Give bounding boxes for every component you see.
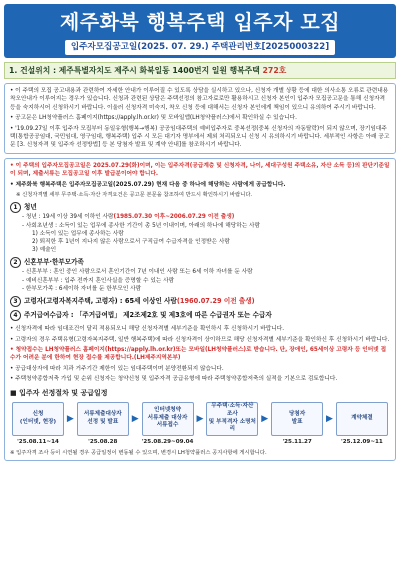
new-worker-item-1: 1) 소득이 있는 업무에 종사하는 사람 xyxy=(32,230,124,237)
arrow-icon: ▶ xyxy=(131,413,139,424)
step-eligibility-check: 무주택·소득·자산 조사 및 부적격자 소명처리 xyxy=(206,402,258,439)
location-label: 1. 건설위치 : 제주특별자치도 제주시 화북일동 1400번지 일원 행복주택 xyxy=(9,66,263,75)
residency-limit-note: • 공급대상자에 따라 치과 거주기간 제한이 있는 임대주택이며 분양전환되지 않습니다. xyxy=(10,365,224,372)
arrow-icon: ▶ xyxy=(196,413,204,424)
step-contract: 계약체결 '25.12.09~11 xyxy=(336,402,388,445)
procedure-flow xyxy=(10,402,390,445)
step-document-submit: 인터넷청약 서류제출 대상자 서류접수 '25.08.29~09.04 xyxy=(142,402,194,445)
step-winner-announce: 당첨자 발표 '25.11.27 xyxy=(271,402,323,445)
new-worker-rule: - 사회초년생 : 소득이 있는 업무에 종사한 기간이 총 5년 이내이며, 아래의 하나에 해당하는 사람 xyxy=(22,222,260,229)
category-housing-benefit: 4 주거급여수급자 : 「주거급여법」 제2조제2호 및 제3호에 따른 수급권자 또는 수급자 xyxy=(10,310,390,321)
announcement-date-note: • 이 주택의 입주자모집공고일은 2025.07.29(화)이며, 이는 입주자격(공급계층 및 신청자격, 나이, 세대구성원 주택소유, 자산 소득 등)의 판단기준일이 되며, 제출서류는 모집공고일 이후 발급분이어야 합니다. xyxy=(10,162,390,178)
youth-age-rule: - 청년 : 19세 이상 39세 이하인 사람(1985.07.30 이후~2006.07.29 이전 출생) xyxy=(22,214,235,221)
location-bar xyxy=(4,62,396,79)
procedure-title: ■ 입주자 선정절차 및 공급일정 xyxy=(10,388,108,397)
savings-account-note: • 주택청약종합저축 가입 및 순위 신청자는 청약신청 및 입주자격 공급유형에 따라 주택청약종합저축의 실적을 기본으로 검토합니다. xyxy=(10,376,338,383)
announcement-subtitle: 입주자모집공고일(2025. 07. 29.) 주택관리번호[2025000322] xyxy=(65,40,335,55)
single-parent-rule: - 한부모가족 : 6세이하 자녀를 둔 한부모인 사람 xyxy=(22,285,142,292)
rent-condition-note: • 신청자격에 따라 임대조건이 달리 적용되오니 해당 신청자격별 세부기준을 확인하시 후 신청하시기 바랍니다. xyxy=(10,326,285,333)
unit-count: 272호 xyxy=(262,66,287,75)
newlywed-rule: - 신혼부부 : 혼인 중인 사람으로서 혼인기간이 7년 이내인 사람 또는 6세 이하 자녀를 둔 사람 xyxy=(22,269,253,276)
step-apply: 신청 (인터넷, 현장) '25.08.11~14 xyxy=(12,402,64,445)
application-channel-note: • 청약접수는 LH청약플러스 홈페이지(https://apply.lh.or.kr)또는 모바일(LH청약플러스)로 받습니다. 단, 장애인, 65세이상 고령자 등 인터넷 접수가 어려운 분에 한하여 현장 접수를 제공합니다.(LH제주지역본부) xyxy=(10,346,387,362)
new-worker-item-2: 2) 퇴직한 후 1년이 지나지 않은 사람으로서 구직급여 수급자격을 인정받은 사람 xyxy=(32,239,230,246)
step-document-target: 서류제출대상자 선정 및 발표 '25.08.28 xyxy=(77,402,129,445)
category-youth: 1 청년 xyxy=(10,202,390,213)
intro-paragraph-homepage: • 공고문은 LH청약플러스 홈페이지(https://apply.lh.or.kr) 및 모바일앱(LH청약플러스)에서 확인하실 수 있습니다. xyxy=(10,115,297,122)
intro-paragraph-consult: • 이 주택의 모집 공고내용과 관련하여 자세한 안내가 이루어질 수 있도록 상담을 실시하고 있으나, 신청자 개별 상황 등에 대한 의사소통 오류로 관련내용 착오안내가 이루어지는 경우가 있습니다. 신청과 관련된 상담은 주택선정의 참고자료로만 활용하시고 신청자 본인이 입주자 모집공고문을 통해 신청자격 등을 숙지하시어 신청하시기 바랍니다. 이울러 신청자격 미숙지, 착오 신청 등에 대해서는 신청자 본인에게 책임이 있으니 유의하여 주시기 바랍니다. xyxy=(10,88,389,111)
intro-box xyxy=(4,83,396,154)
intro-paragraph-waitlist: • '19.09.27일 이후 입주자 모집부터 동일유형(행복→행복) 공공임대주택의 예비입주자로 중복선정(중복 신청자의 자동탈락)이 되지 않으며, 장기임대주택(통합공공임대, 국민임대, 영구임대, 행복주택) 입주 시 모든 대기자 명부에서 제외 처리되오니 신청 시 유의하시기 바랍니다. 세부적인 사항은 아래 공고문 [3. 신청자격 및 입주자 선정방법] 등 본 당첨자 발표 및 계약 안내]를 참조하시기 바랍니다. xyxy=(10,125,390,149)
new-worker-item-3: 3) 예술인 xyxy=(32,247,57,254)
pre-newlywed-rule: - 예비신혼부부 : 입주 전까지 혼인사실을 증명할 수 있는 사람 xyxy=(22,277,175,284)
schedule-footnote: ※ 입주자격 조사 등이 시연될 경우 공급일정이 변동될 수 있으며, 변경시 LH청약플러스 공지사항에 게시합니다. xyxy=(10,449,267,456)
page-title: 제주화북 행복주택 입주자 모집 xyxy=(59,10,341,34)
title-banner xyxy=(4,4,396,58)
arrow-icon: ▶ xyxy=(66,413,74,424)
arrow-icon: ▶ xyxy=(326,413,333,424)
category-elderly: 3 고령자(고령자복지주택, 고령자) : 65세 이상인 사람(1960.07.29 이전 출생) xyxy=(10,296,390,307)
category-newlywed: 2 신혼부부·한부모가족 xyxy=(10,257,390,268)
supply-target-note: • 제주화북 행복주택은 입주자모집공고일(2025.07.29) 현재 다음 중 하나에 해당하는 사람에게 공급합니다. xyxy=(10,181,286,188)
eligibility-box xyxy=(4,158,396,461)
elderly-type-note: • 고령자의 경우 주택유형(고령자복지주택, 일반 행복주택)에 따라 신청자격이 상이하므로 해당 신청자격별 세부기준을 확인하신 후 신청하시기 바랍니다. xyxy=(10,336,390,343)
criteria-reference-note: ※ 신청자격별 세부 무주택·소득·자산 자격요건은 공고문 본문을 참조하여 반드시 확인하시기 바랍니다. xyxy=(16,192,253,199)
arrow-icon: ▶ xyxy=(261,413,269,424)
